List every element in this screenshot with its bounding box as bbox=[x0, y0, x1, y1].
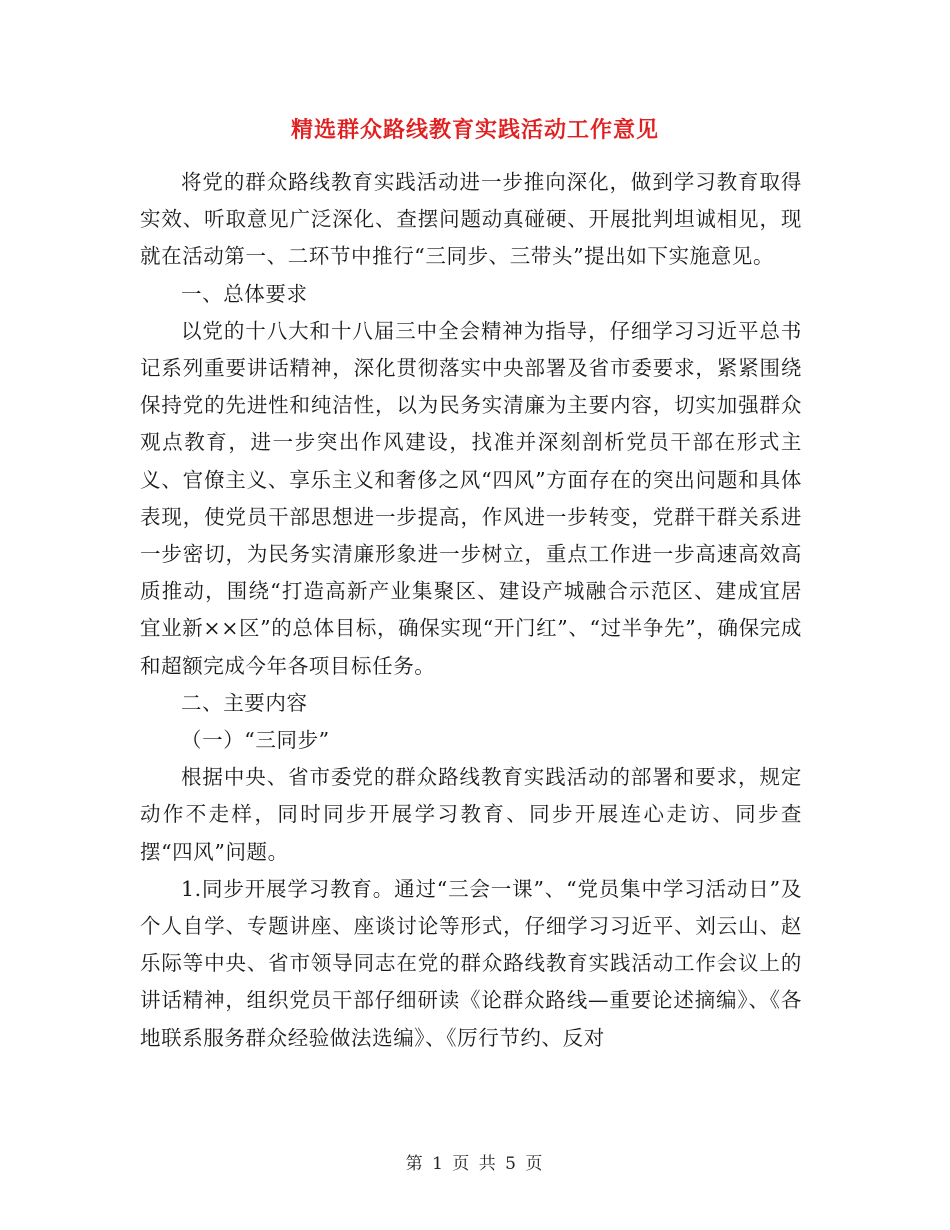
study-education-paragraph: 1.同步开展学习教育。通过“三会一课”、“党员集中学习活动日”及个人自学、专题讲座、座谈讨论等形式，仔细学习习近平、刘云山、赵乐际等中央、省市领导同志在党的群众路线教育实践活动工作会议上的讲话精神，组织党员干部仔细研读《论群众路线—重要论述摘编》、《各地联系服务群众经验做法选编》、《厉行节约、反对 bbox=[140, 876, 802, 1050]
document-title: 精选群众路线教育实践活动工作意见 bbox=[290, 117, 659, 143]
overall-requirements-paragraph: 以党的十八大和十八届三中全会精神为指导，仔细学习习近平总书记系列重要讲话精神，深化贯彻落实中央部署及省市委要求，紧紧围绕保持党的先进性和纯洁性，以为民务实清廉为主要内容，切实加强群众观点教育，进一步突出作风建设，找准并深刻剖析党员干部在形式主义、官僚主义、享乐主义和奢侈之风“四风”方面存在的突出问题和具体表现，使党员干部思想进一步提高，作风进一步转变，党群干群关系进一步密切，为民务实清廉形象进一步树立，重点工作进一步高速高效高质推动，围绕“打造高新产业集聚区、建设产城融合示范区、建成宜居宜业新××区”的总体目标，确保实现“开门红”、“过半争先”，确保完成和超额完成今年各项目标任务。 bbox=[140, 318, 802, 678]
page-footer: 第 1 页 共 5 页 bbox=[405, 1154, 545, 1174]
intro-paragraph: 将党的群众路线教育实践活动进一步推向深化，做到学习教育取得实效、听取意见广泛深化、查摆问题动真碰硬、开展批判坦诚相见，现就在活动第一、二环节中推行“三同步、三带头”提出如下实施意见。 bbox=[140, 170, 802, 269]
subsection-heading-three-sync: （一）“三同步” bbox=[181, 728, 330, 753]
three-sync-paragraph: 根据中央、省市委党的群众路线教育实践活动的部署和要求，规定动作不走样，同时同步开展学习教育、同步开展连心走访、同步查摆“四风”问题。 bbox=[140, 765, 802, 864]
section-heading-overall-requirements: 一、总体要求 bbox=[181, 281, 308, 306]
document-body bbox=[140, 164, 802, 1057]
section-heading-main-content: 二、主要内容 bbox=[181, 690, 308, 715]
